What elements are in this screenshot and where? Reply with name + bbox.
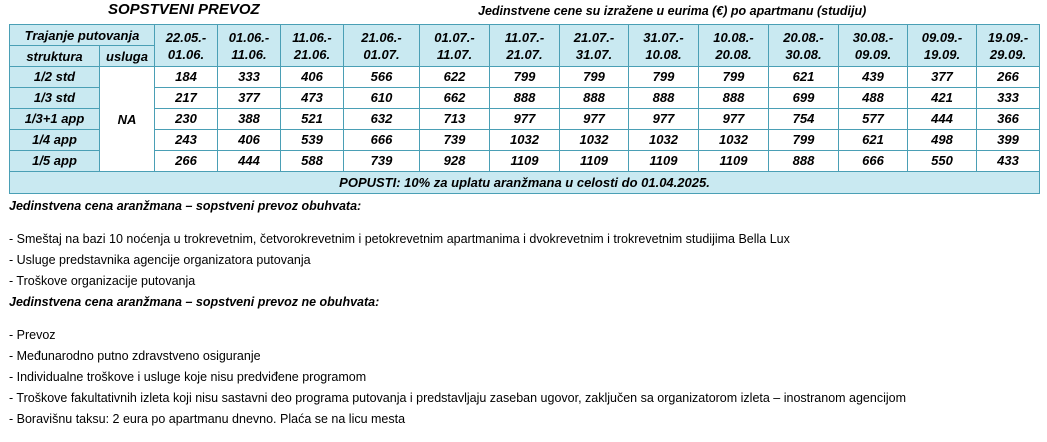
period-header: 30.08.- 09.09. bbox=[839, 25, 908, 67]
price-cell: 1032 bbox=[560, 130, 629, 151]
period-header: 20.08.- 30.08. bbox=[769, 25, 839, 67]
price-cell: 444 bbox=[908, 109, 977, 130]
period-header: 19.09.- 29.09. bbox=[977, 25, 1040, 67]
price-cell: 632 bbox=[344, 109, 420, 130]
price-cell: 754 bbox=[769, 109, 839, 130]
page-title: SOPSTVENI PREVOZ bbox=[108, 1, 260, 18]
price-cell: 243 bbox=[155, 130, 218, 151]
price-cell: 230 bbox=[155, 109, 218, 130]
discount-row bbox=[10, 172, 1040, 194]
price-cell: 666 bbox=[344, 130, 420, 151]
price-cell: 439 bbox=[839, 67, 908, 88]
price-cell: 662 bbox=[420, 88, 490, 109]
price-cell: 799 bbox=[490, 67, 560, 88]
table-header-row-top bbox=[10, 25, 1040, 46]
price-cell: 498 bbox=[908, 130, 977, 151]
excludes-item: - Boravišnu taksu: 2 eura po apartmanu dnevno. Plaća se na licu mesta bbox=[9, 412, 406, 426]
price-cell: 550 bbox=[908, 151, 977, 172]
period-header: 09.09.- 19.09. bbox=[908, 25, 977, 67]
excludes-heading: Jedinstvena cena aranžmana – sopstveni prevoz ne obuhvata: bbox=[9, 295, 380, 309]
price-cell: 888 bbox=[769, 151, 839, 172]
header-struktura: struktura bbox=[10, 46, 100, 67]
excludes-item: - Troškove fakultativnih izleta koji nisu sastavni deo programa putovanja i predstavljaju zaseban ugovor, zaključen sa organizatorom izleta – inostranom agencijom bbox=[9, 391, 907, 405]
price-cell: 444 bbox=[218, 151, 281, 172]
price-cell: 577 bbox=[839, 109, 908, 130]
table-row bbox=[10, 109, 1040, 130]
price-cell: 1109 bbox=[560, 151, 629, 172]
period-header: 10.08.- 20.08. bbox=[699, 25, 769, 67]
price-cell: 1109 bbox=[490, 151, 560, 172]
includes-heading: Jedinstvena cena aranžmana – sopstveni prevoz obuhvata: bbox=[9, 199, 362, 213]
price-cell: 399 bbox=[977, 130, 1040, 151]
price-cell: 799 bbox=[560, 67, 629, 88]
price-cell: 473 bbox=[281, 88, 344, 109]
price-cell: 799 bbox=[699, 67, 769, 88]
header-trajanje: Trajanje putovanja bbox=[10, 25, 155, 46]
row-label: 1/3 std bbox=[10, 88, 100, 109]
price-cell: 377 bbox=[218, 88, 281, 109]
price-cell: 888 bbox=[490, 88, 560, 109]
row-label: 1/3+1 app bbox=[10, 109, 100, 130]
price-cell: 1109 bbox=[699, 151, 769, 172]
price-cell: 406 bbox=[218, 130, 281, 151]
price-cell: 799 bbox=[629, 67, 699, 88]
price-cell: 388 bbox=[218, 109, 281, 130]
price-cell: 699 bbox=[769, 88, 839, 109]
usluga-cell: NA bbox=[100, 67, 155, 172]
period-header: 11.06.- 21.06. bbox=[281, 25, 344, 67]
table-row bbox=[10, 151, 1040, 172]
price-cell: 977 bbox=[490, 109, 560, 130]
price-cell: 1109 bbox=[629, 151, 699, 172]
page-subtitle: Jedinstvene cene su izražene u eurima (€) po apartmanu (studiju) bbox=[478, 4, 867, 18]
price-cell: 621 bbox=[839, 130, 908, 151]
table-row bbox=[10, 67, 1040, 88]
price-cell: 333 bbox=[218, 67, 281, 88]
price-cell: 1032 bbox=[490, 130, 560, 151]
price-cell: 377 bbox=[908, 67, 977, 88]
excludes-item: - Međunarodno putno zdravstveno osiguranje bbox=[9, 349, 261, 363]
price-table bbox=[9, 24, 1040, 194]
period-header: 21.06.- 01.07. bbox=[344, 25, 420, 67]
price-cell: 799 bbox=[769, 130, 839, 151]
price-cell: 666 bbox=[839, 151, 908, 172]
price-cell: 621 bbox=[769, 67, 839, 88]
header-usluga: usluga bbox=[100, 46, 155, 67]
period-header: 01.07.- 11.07. bbox=[420, 25, 490, 67]
price-cell: 888 bbox=[699, 88, 769, 109]
period-header: 21.07.- 31.07. bbox=[560, 25, 629, 67]
table-row bbox=[10, 130, 1040, 151]
row-label: 1/2 std bbox=[10, 67, 100, 88]
price-cell: 433 bbox=[977, 151, 1040, 172]
price-cell: 610 bbox=[344, 88, 420, 109]
price-cell: 217 bbox=[155, 88, 218, 109]
price-cell: 566 bbox=[344, 67, 420, 88]
period-header: 01.06.- 11.06. bbox=[218, 25, 281, 67]
period-header: 31.07.- 10.08. bbox=[629, 25, 699, 67]
price-cell: 266 bbox=[977, 67, 1040, 88]
price-cell: 739 bbox=[344, 151, 420, 172]
discount-note: POPUSTI: 10% za uplatu aranžmana u celosti do 01.04.2025. bbox=[10, 172, 1040, 194]
price-cell: 1032 bbox=[629, 130, 699, 151]
excludes-item: - Individualne troškove i usluge koje nisu predviđene programom bbox=[9, 370, 367, 384]
price-cell: 266 bbox=[155, 151, 218, 172]
price-cell: 421 bbox=[908, 88, 977, 109]
notes-section bbox=[9, 196, 1039, 430]
price-cell: 739 bbox=[420, 130, 490, 151]
price-cell: 713 bbox=[420, 109, 490, 130]
table-row bbox=[10, 88, 1040, 109]
price-cell: 928 bbox=[420, 151, 490, 172]
price-cell: 977 bbox=[560, 109, 629, 130]
excludes-item: - Prevoz bbox=[9, 328, 56, 342]
price-cell: 488 bbox=[839, 88, 908, 109]
price-cell: 977 bbox=[699, 109, 769, 130]
row-label: 1/5 app bbox=[10, 151, 100, 172]
price-cell: 588 bbox=[281, 151, 344, 172]
price-cell: 521 bbox=[281, 109, 344, 130]
price-cell: 539 bbox=[281, 130, 344, 151]
includes-item: - Troškove organizacije putovanja bbox=[9, 274, 196, 288]
price-cell: 333 bbox=[977, 88, 1040, 109]
price-cell: 888 bbox=[560, 88, 629, 109]
price-cell: 366 bbox=[977, 109, 1040, 130]
price-cell: 1032 bbox=[699, 130, 769, 151]
includes-item: - Smeštaj na bazi 10 noćenja u trokrevetnim, četvorokrevetnim i petokrevetnim apartmanima i dvokrevetnim i trokrevetnim studijima Bella Lux bbox=[9, 232, 790, 246]
price-cell: 888 bbox=[629, 88, 699, 109]
period-header: 11.07.- 21.07. bbox=[490, 25, 560, 67]
price-cell: 406 bbox=[281, 67, 344, 88]
price-cell: 184 bbox=[155, 67, 218, 88]
period-header: 22.05.- 01.06. bbox=[155, 25, 218, 67]
row-label: 1/4 app bbox=[10, 130, 100, 151]
price-cell: 977 bbox=[629, 109, 699, 130]
includes-item: - Usluge predstavnika agencije organizatora putovanja bbox=[9, 253, 311, 267]
price-cell: 622 bbox=[420, 67, 490, 88]
